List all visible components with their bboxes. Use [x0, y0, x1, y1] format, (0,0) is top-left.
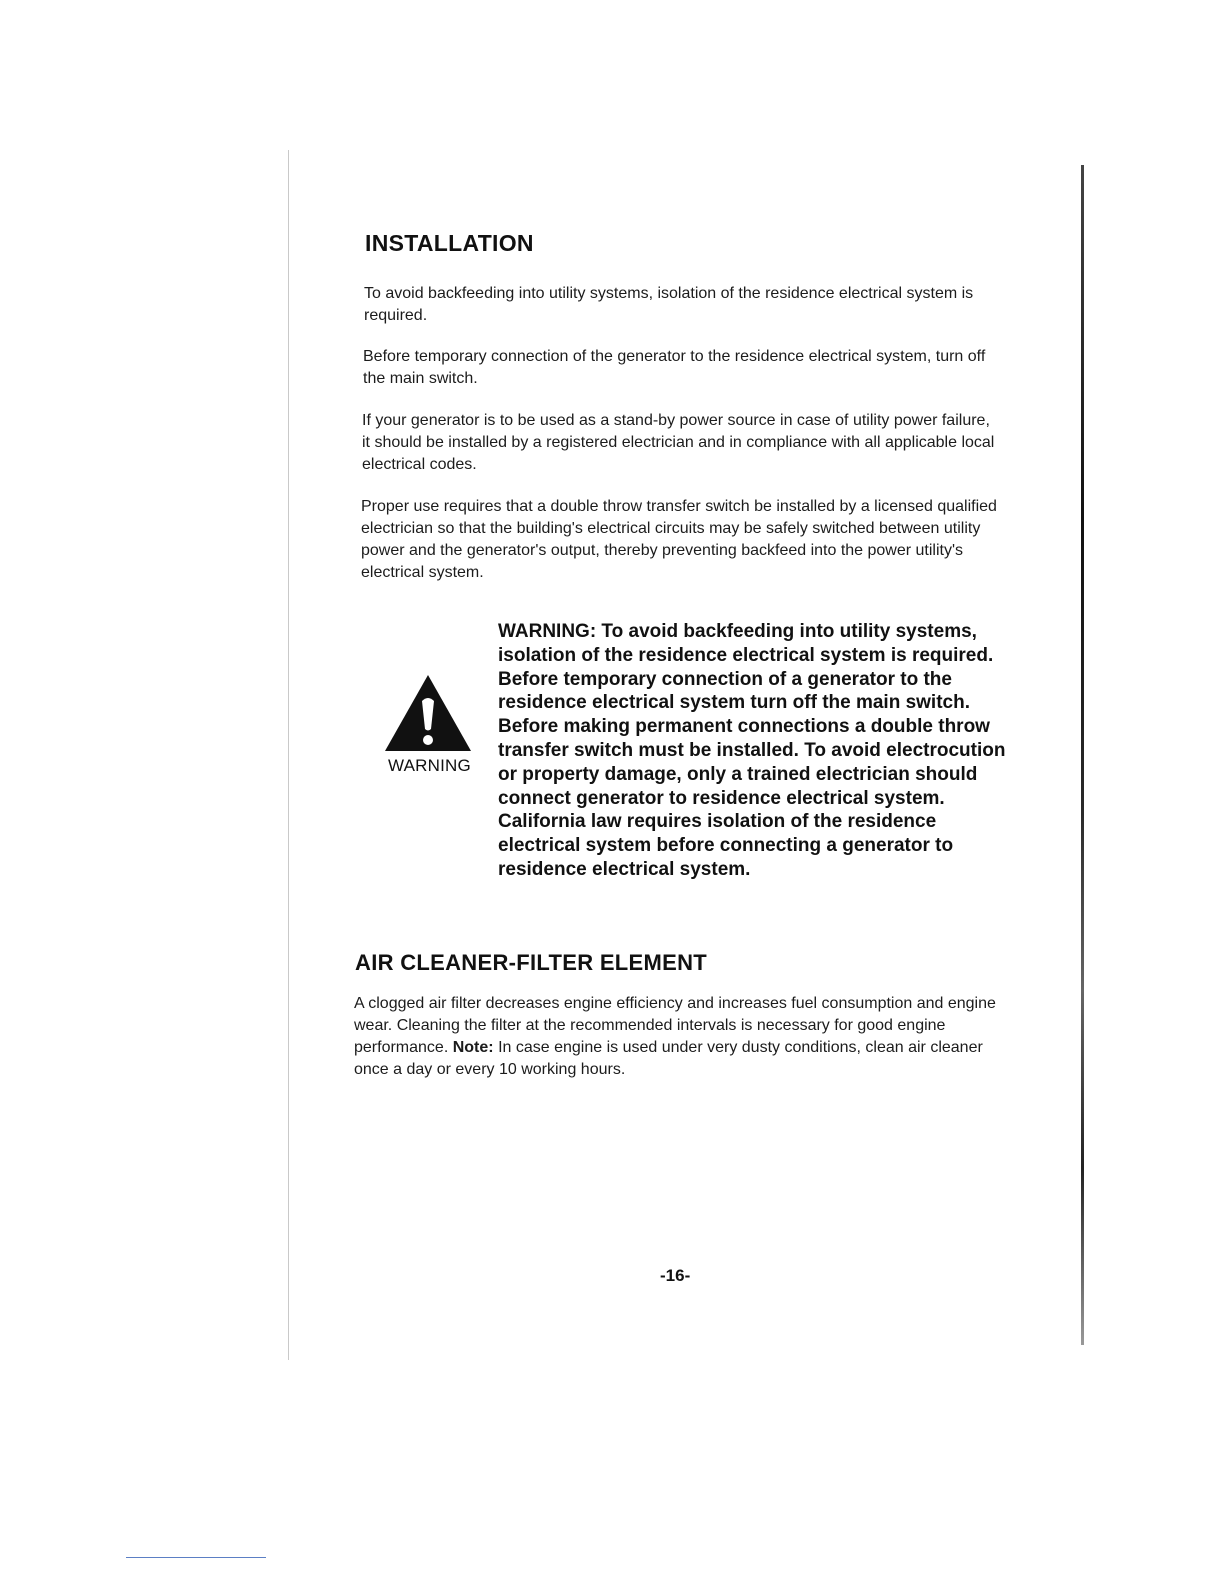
page-edge-left — [288, 150, 289, 1360]
warning-triangle-icon — [383, 673, 473, 753]
installation-paragraph-3: If your generator is to be used as a stand-by power source in case of utility power failure, it should be installed by a registered electrician and in compliance with all applicable local electrical codes. — [362, 412, 995, 473]
installation-paragraph-2: Before temporary connection of the generator to the residence electrical system, turn off the main switch. — [363, 348, 986, 387]
air-cleaner-body-2: In case engine is used under very dusty conditions, clean air cleaner once a day or every 10 working hours. — [354, 1039, 983, 1078]
page-number: -16- — [660, 1266, 691, 1285]
installation-paragraph-4: Proper use requires that a double throw transfer switch be installed by a licensed qualified electrician so that the building's electrical circuits may be safely switched between utility power and the generator's output, thereby preventing backfeed into the power utility's electrical system. — [361, 498, 997, 581]
warning-text: WARNING: To avoid backfeeding into utility systems, isolation of the residence electrical system is required. Before temporary connection of a generator to the residence electrical system turn off the main switch. Before making permanent connections a double throw transfer switch must be installed. To avoid electrocution or property damage, only a trained electrician should connect generator to residence electrical system. California law requires isolation of the residence electrical system before connecting a generator to residence electrical system. — [498, 621, 1006, 880]
page-edge-right — [1081, 165, 1084, 1345]
installation-paragraph-1: To avoid backfeeding into utility systems, isolation of the residence electrical system is required. — [364, 285, 974, 324]
installation-heading: INSTALLATION — [365, 230, 534, 256]
air-cleaner-heading: AIR CLEANER-FILTER ELEMENT — [355, 950, 708, 975]
note-label: Note: — [452, 1039, 494, 1056]
air-cleaner-body-1: A clogged air filter decreases engine efficiency and increases fuel consumption and engine wear. Cleaning the filter at the recommended intervals is necessary for good engine performance. — [354, 995, 996, 1056]
bottom-rule — [126, 1557, 266, 1558]
air-cleaner-paragraph — [354, 993, 1014, 1081]
warning-label: WARNING — [388, 756, 471, 775]
